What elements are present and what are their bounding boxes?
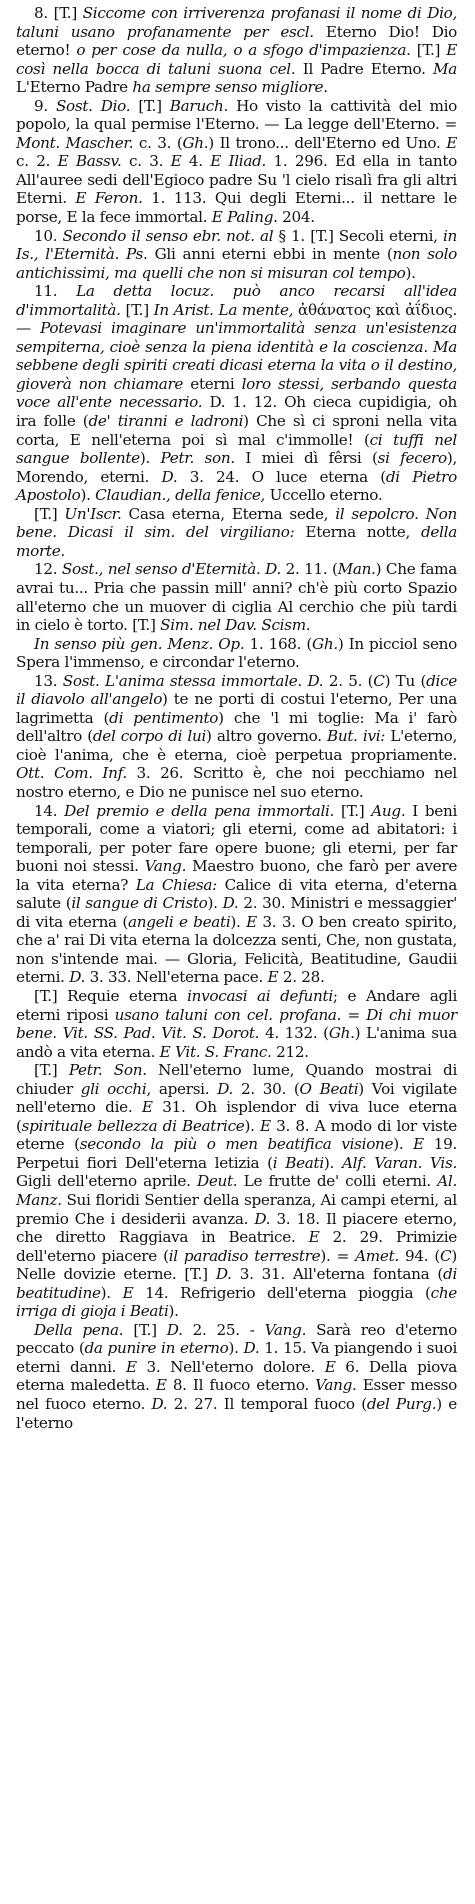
entry-12 <box>16 560 457 634</box>
text-run: il sepolcro. Non bene. Dicasi il sim. del virgiliano: <box>16 504 457 542</box>
entry-12-note <box>16 635 457 672</box>
text-run: E <box>125 1357 137 1376</box>
text-run: ). <box>230 912 247 931</box>
text-run: di Pietro Apostolo <box>16 467 457 505</box>
text-run: E <box>413 1135 424 1154</box>
text-run: 2. 28. <box>278 968 325 987</box>
text-run: ha sempre senso migliore. <box>132 78 328 97</box>
text-run: ) Voi vigilate nell'eterno die. <box>16 1079 457 1117</box>
text-run: ) Che sì ci sproni nella vita corta, E nell'eterna poi sì mal c'immolle! ( <box>16 412 457 449</box>
text-run: 3. 26. Scritto è, che noi pecchiamo nel nostro eterno, e Dio ne punisce nel suo eterno. <box>16 764 457 801</box>
text-run: [T.] <box>34 504 65 523</box>
text-run: ; e Andare agli eterni riposi <box>16 986 458 1024</box>
text-run: D. <box>217 1079 234 1098</box>
text-run: 204. <box>277 208 315 227</box>
text-run: ) Tu ( <box>384 671 427 690</box>
text-run: ci tuffi nel sangue bollente <box>16 430 457 468</box>
text-run: 6. Della piova eterna maledetta. <box>16 1357 457 1395</box>
text-run: 13. <box>34 671 63 690</box>
text-run: o per cose da nulla, o a sfogo d'impazienza. <box>76 41 411 60</box>
text-run: Vang. <box>144 857 187 876</box>
text-run: 1. 296. Ed ella in tanto All'auree sedi dell'Egioco padre Su 'l cielo risalì fra gli altri Eterni. <box>16 152 457 208</box>
text-run: [T.] <box>130 96 170 115</box>
text-run: O Beati <box>299 1079 359 1098</box>
text-run: E Vit. S. Franc. <box>159 1042 272 1061</box>
text-run: Della pena. <box>34 1320 124 1339</box>
text-run: 1. 168. ( <box>244 634 312 653</box>
text-run: D. <box>161 467 178 486</box>
text-run: La detta locuz. può anco recarsi all'idea d'immortalità. <box>16 282 457 319</box>
text-run: 3. 18. Il piacere eterno, che diretto Raggiava in Beatrice. <box>16 1209 458 1247</box>
text-run: [T.] <box>120 300 154 319</box>
entry-8 <box>16 4 457 97</box>
text-run: 14. <box>34 801 65 820</box>
text-run: Sim. nel Dav. Scism. <box>160 616 311 635</box>
text-run: Siccome con irriverenza profanasi il nome di Dio, taluni usano profanamente per escl. <box>16 4 457 41</box>
text-run: Calice di vita eterna, d'eterna salute ( <box>16 875 457 913</box>
text-run: E Bassv. <box>57 152 122 171</box>
text-run: angeli e beati <box>127 912 231 931</box>
text-run: Aug. <box>371 801 406 820</box>
text-run: Ho visto la cattività del mio popolo, la qual permise l'Eterno. — La legge dell'Eterno. = <box>16 96 458 134</box>
text-run: La Chiesa: <box>135 875 217 894</box>
text-run: Vang. <box>264 1320 307 1339</box>
text-run: si fecero <box>377 449 447 468</box>
text-run: Sost. Dio. <box>55 96 131 115</box>
text-run: Ott. Com. Inf. <box>16 764 127 783</box>
text-run: ). <box>168 1302 179 1321</box>
text-run: 3. Nell'eterno dolore. <box>136 1357 325 1376</box>
text-run: ). = <box>320 1246 356 1265</box>
text-run: Petr. son. <box>160 449 235 468</box>
text-run: Mont. Mascher. <box>16 133 134 152</box>
text-run: ) altro governo. <box>206 727 328 746</box>
text-run: In senso più gen. Menz. Op. <box>34 634 245 653</box>
text-run: 12. <box>34 560 62 579</box>
text-run: del Purg. <box>366 1395 437 1414</box>
entry-11-note <box>16 505 457 561</box>
text-run: di beatitudine <box>16 1265 457 1302</box>
text-run: 2. 30. ( <box>233 1079 300 1098</box>
text-run: ). <box>393 1135 414 1154</box>
text-run: eterni <box>183 374 242 393</box>
text-run: 3. 3. O ben creato spirito, che a' rai Di vita eterna la dolcezza senti, Che, non gustata, non s'intende mai. — Gloria, Felicità, Beatitudine, Gaudii eterni. <box>16 912 457 987</box>
text-run: Gigli dell'eterno aprile. <box>16 1172 197 1191</box>
text-run: Uccello eterno. <box>265 486 383 505</box>
text-run: D. <box>254 1209 271 1228</box>
text-run: L'Eterno Padre <box>16 78 133 97</box>
entry-11 <box>16 282 457 505</box>
text-run: 2. 29. Primizie dell'eterno piacere ( <box>16 1228 457 1265</box>
text-run: Esser messo nel fuoco eterno. <box>16 1376 457 1414</box>
text-run: Del premio e della pena immortali. <box>64 801 335 820</box>
text-run: E Iliad. <box>210 152 267 171</box>
text-run: ) e l'eterno <box>16 1395 457 1432</box>
text-run: [T.] Requie eterna <box>34 986 188 1005</box>
text-run: E Feron. <box>75 189 143 208</box>
text-run: del corpo di lui <box>92 727 207 746</box>
text-run: ) L'anima sua andò a vita eterna. <box>16 1024 457 1061</box>
text-run: Al. Manz. <box>16 1172 457 1209</box>
text-run: di pentimento <box>109 708 219 727</box>
text-run: 4. 132. ( <box>259 1024 329 1043</box>
text-run: ) Che fama avrai tu... Pria che passin mill' anni? ch'è più corto Spazio all'eterno che un muover di ciglia Al cerchio che più tardi in cielo è torto. [T.] <box>16 560 457 635</box>
text-run: 19. Perpetui fiori Dell'eterna letizia ( <box>16 1135 458 1172</box>
text-run: I beni temporali, come a viatori; gli eterni, come ad abitatori: i temporali, per poter fare opere buone; gli eterni, per far buoni noi stessi. <box>16 801 458 876</box>
text-run: ). <box>244 1116 260 1135</box>
text-run: c. 3. <box>121 152 171 171</box>
text-run: D. <box>215 1265 232 1284</box>
text-run: E <box>308 1228 320 1247</box>
text-run: 2. 27. Il temporal fuoco ( <box>167 1395 367 1414</box>
text-run: ). <box>139 449 161 468</box>
text-run: della morte. <box>16 523 457 560</box>
text-run: 9. <box>34 96 56 115</box>
text-run: E così nella bocca di taluni suona cel. <box>16 41 457 78</box>
text-run: ), Morendo, eterni. <box>16 449 457 486</box>
entry-14 <box>16 802 457 987</box>
text-run: gli occhi <box>80 1079 147 1098</box>
text-run: dice il diavolo all'angelo <box>16 671 457 709</box>
entry-14-premio <box>16 1061 457 1321</box>
text-run: secondo la più o men beatifica visione <box>79 1135 394 1154</box>
text-run: Claudian., della fenice, <box>95 486 266 505</box>
text-run: Gh. <box>312 634 338 653</box>
entry-9 <box>16 97 457 227</box>
text-run: ). <box>228 1339 244 1358</box>
text-run: 212. <box>271 1042 309 1061</box>
text-run: Gh. <box>328 1024 355 1043</box>
text-run: Man. <box>337 560 376 579</box>
text-run: spirituale bellezza di Beatrice <box>21 1116 245 1135</box>
text-run: Un'Iscr. <box>64 504 122 523</box>
text-run: ἀθάνατος καὶ ἀΐδιος. — <box>16 300 457 338</box>
text-run: Il Padre Eterno. <box>295 59 433 78</box>
text-run: Maestro buono, che farò per avere la vita eterna? <box>16 857 458 894</box>
text-run: invocasi ai defunti <box>187 986 333 1005</box>
text-run: ) Il trono... dell'Eterno ed Uno. <box>208 133 447 152</box>
text-run: 2. 30. Ministri e messaggier' di vita eterna ( <box>16 894 457 931</box>
text-run: i Beati <box>272 1153 324 1172</box>
text-run: Le frutte de' colli eterni. <box>237 1172 438 1191</box>
text-run: E <box>324 1357 336 1376</box>
text-run: E Paling. <box>211 208 278 227</box>
text-run: ). <box>405 263 416 282</box>
text-run: Potevasi imaginare un'immortalità senza un'esistenza sempiterna, cioè senza la piena identità e la coscienza. Ma sebbene degli spiriti creati dicasi eterna la vita o il destino, gioverà non chiamare <box>16 319 457 393</box>
text-run: ). <box>80 486 96 505</box>
text-run: 11. <box>34 282 77 301</box>
text-run: 8. Il fuoco eterno. <box>166 1376 316 1395</box>
text-run: Sost., nel senso d'Eternità. D. <box>61 560 281 579</box>
entry-14-requie <box>16 987 457 1061</box>
text-run: I miei dì fêrsi ( <box>234 449 378 468</box>
text-run: Gh. <box>182 133 209 152</box>
text-run: 94. ( <box>398 1246 441 1265</box>
text-run: loro stessi, serbando questa voce all'ente necessario. <box>16 374 458 412</box>
text-run: Gli anni eterni ebbi in mente ( <box>147 245 393 264</box>
text-run: [T.] <box>410 41 447 60</box>
text-run: [T.] <box>123 1320 167 1339</box>
text-run: But. ivi: <box>327 727 386 746</box>
text-run: 3. 31. All'eterna fontana ( <box>231 1265 444 1284</box>
text-run: D. <box>222 894 239 913</box>
text-run: ) In picciol seno Spera l'immenso, e circondar l'eterno. <box>16 634 458 672</box>
text-run: D. <box>151 1395 168 1414</box>
text-run: 31. Oh isplendor di viva luce eterna ( <box>16 1098 458 1135</box>
text-run: D. 1. 12. Oh cieca cupidigia, oh ira folle ( <box>16 393 457 431</box>
text-run: 2. 5. ( <box>323 671 374 690</box>
text-run: E <box>260 1116 271 1135</box>
text-run: Baruch. <box>169 96 229 115</box>
text-run: Deut. <box>196 1172 238 1191</box>
text-run: ). <box>323 1153 342 1172</box>
text-run: ) che 'l mi toglie: Ma i' farò dell'altro ( <box>16 708 457 746</box>
text-run: de' tiranni e ladroni <box>88 412 244 431</box>
text-run: In Arist. La mente, <box>153 300 294 319</box>
text-run: ) Nelle dovizie eterne. [T.] <box>16 1246 457 1284</box>
text-run: Eterno Dio! Dio eterno! <box>16 22 457 60</box>
entry-10 <box>16 227 457 283</box>
text-run: Petr. Son. <box>68 1061 147 1080</box>
entry-13 <box>16 672 457 802</box>
text-run: 10. <box>34 226 63 245</box>
text-run: D. <box>243 1339 260 1358</box>
text-run: usano taluni con cel. profana. = Di chi muor bene. Vit. SS. Pad. Vit. S. Dorot. <box>16 1005 457 1043</box>
text-run: Nell'eterno lume, Quando mostrai di chiuder <box>16 1061 458 1098</box>
text-run: E <box>155 1376 167 1395</box>
text-run: C <box>373 671 385 690</box>
text-run: Sarà reo d'eterno peccato ( <box>16 1320 457 1358</box>
text-run: E <box>446 133 457 152</box>
text-run: non solo antichissimi, ma quelli che non si misuran col tempo <box>16 245 458 282</box>
text-run: da punire in eterno <box>84 1339 229 1358</box>
text-run: D. <box>69 968 86 987</box>
text-run: Alf. Varan. Vis. <box>341 1153 457 1172</box>
text-run: E <box>122 1283 134 1302</box>
text-run: Vang. <box>315 1376 357 1395</box>
text-run: Casa eterna, Eterna sede, <box>121 504 336 523</box>
text-run: Secondo il senso ebr. not. al <box>62 226 274 245</box>
text-run: E <box>246 912 257 931</box>
text-run: Sui floridi Sentier della speranza, Ai campi eterni, al premio Che i desiderii avanza. <box>16 1191 457 1228</box>
text-run: Eterna notte, <box>294 523 421 542</box>
text-run: in Is., l'Eternità. Ps. <box>16 226 457 264</box>
text-run: § 1. [T.] Secoli eterni, <box>273 226 443 245</box>
text-run: 3. 33. Nell'eterna pace. <box>85 968 268 987</box>
text-run: Ma <box>432 59 457 78</box>
text-run: 2. 25. - <box>182 1320 265 1339</box>
text-run: il paradiso terrestre <box>168 1246 321 1265</box>
text-run: Amet. <box>355 1246 399 1265</box>
text-run: c. 2. <box>16 152 58 171</box>
text-run: ). <box>100 1283 123 1302</box>
text-run: il sangue di Cristo <box>71 894 208 913</box>
text-run: 1. 113. Qui degli Eterni... il nettare le porse, E la fece immortal. <box>16 189 457 227</box>
text-run: [T.] <box>334 801 372 820</box>
text-run: C <box>440 1246 452 1265</box>
text-run: L'eterno, cioè l'anima, che è eterna, cioè perpetua propriamente. <box>16 727 457 764</box>
text-run: 3. 24. O luce eterna ( <box>177 467 386 486</box>
text-run: 8. [T.] <box>34 4 83 22</box>
text-run: ) te ne porti di costui l'eterno, Per una lagrimetta ( <box>16 690 458 727</box>
text-run: 2. 11. ( <box>280 560 338 579</box>
entry-14-pena <box>16 1321 457 1432</box>
text-run: ). <box>207 894 223 913</box>
text-run: c. 3. ( <box>133 133 183 152</box>
text-run: E <box>170 152 182 171</box>
text-run: [T.] <box>34 1061 69 1080</box>
text-run: Sost. L'anima stessa immortale. D. <box>62 671 324 690</box>
text-run: 3. 8. A modo di lor viste eterne ( <box>16 1116 457 1154</box>
text-run: 1. 15. Va piangendo i suoi eterni danni. <box>16 1339 458 1376</box>
text-run: che irriga di gioja i Beati <box>16 1283 457 1321</box>
text-run: E <box>267 968 279 987</box>
text-run: 4. <box>181 152 211 171</box>
text-run: D. <box>166 1320 183 1339</box>
text-run: , apersi. <box>146 1079 218 1098</box>
text-run: 14. Refrigerio dell'eterna pioggia ( <box>133 1283 431 1302</box>
text-run: E <box>141 1098 153 1117</box>
